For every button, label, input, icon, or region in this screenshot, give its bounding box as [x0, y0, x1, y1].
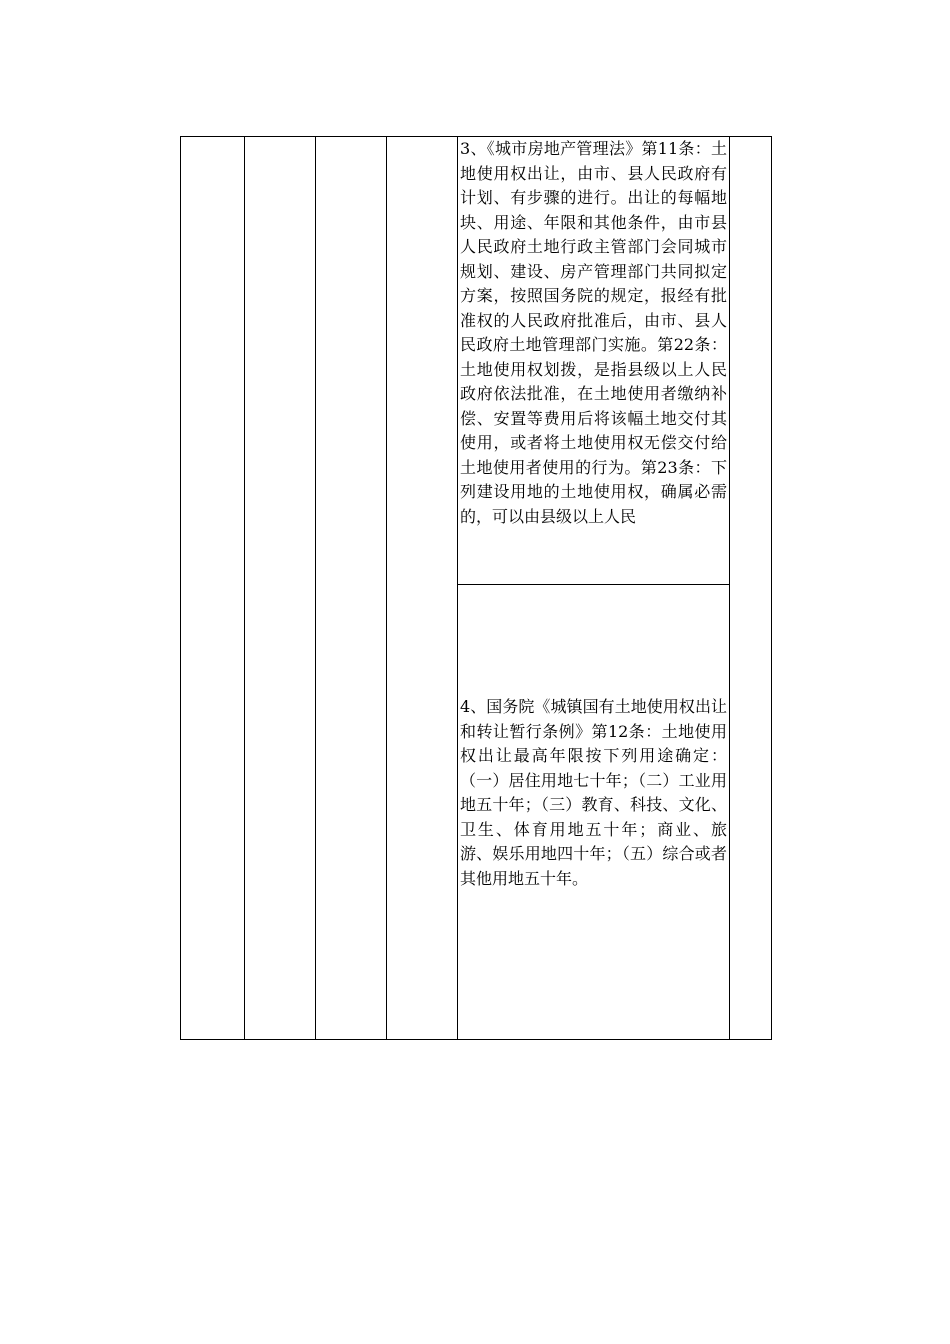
legal-basis-cell	[458, 585, 730, 1040]
clause-4-text: 4、国务院《城镇国有土地使用权出让和转让暂行条例》第12条：土地使用权出让最高年限按下列用途确定：（一）居住用地七十年；（二）工业用地五十年；（三）教育、科技、文化、卫生、体育用地五十年；商业、旅游、娱乐用地四十年；（五）综合或者其他用地五十年。	[460, 697, 727, 888]
empty-cell-col1	[181, 137, 245, 1040]
empty-cell-col4	[387, 137, 458, 1040]
legal-basis-cell	[458, 137, 730, 585]
empty-cell-col6	[730, 137, 772, 1040]
clause-3-text: 3、《城市房地产管理法》第11条：土地使用权出让，由市、县人民政府有计划、有步骤的进行。出让的每幅地块、用途、年限和其他条件，由市县人民政府土地行政主管部门会同城市规划、建设、房产管理部门共同拟定方案，按照国务院的规定，报经有批准权的人民政府批准后，由市、县人民政府土地管理部门实施。第22条：土地使用权划拨，是指县级以上人民政府依法批准，在土地使用者缴纳补偿、安置等费用后将该幅土地交付其使用，或者将土地使用权无偿交付给土地使用者使用的行为。第23条：下列建设用地的土地使用权，确属必需的，可以由县级以上人民	[460, 139, 727, 526]
empty-cell-col3	[316, 137, 387, 1040]
regulation-table	[180, 136, 772, 1040]
table-row	[181, 137, 772, 585]
empty-cell-col2	[245, 137, 316, 1040]
